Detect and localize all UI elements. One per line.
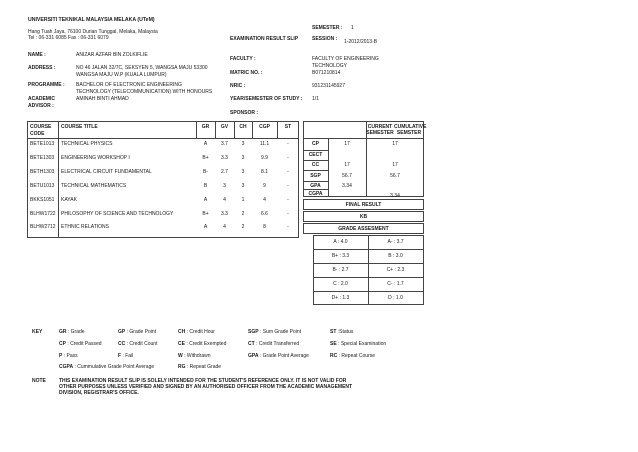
summary-label-cc: CC xyxy=(311,162,320,168)
course-grade: B- xyxy=(203,169,208,175)
course-grade: A xyxy=(203,197,208,203)
grade-scale-value: C- : 1.7 xyxy=(387,281,404,287)
grade-scale-cell xyxy=(368,263,423,277)
key-entry: CC : Credit Count xyxy=(118,341,158,347)
key-entry: SGP : Sum Grade Point xyxy=(248,329,302,335)
nric-label: NRIC : xyxy=(230,83,246,89)
course-gv: 3 xyxy=(223,183,226,189)
key-entry: GR : Grade xyxy=(59,329,85,335)
matric-label: MATRIC NO. : xyxy=(230,70,263,76)
summary-cumulative-cc: 17 xyxy=(392,162,398,168)
address-line-1: NO 46 JALAN 32/7C, SEKSYEN 5, WANGSA MAJU 53300 xyxy=(76,65,208,71)
faculty-label: FACULTY : xyxy=(230,56,256,62)
grade-scale-cell xyxy=(313,291,368,305)
course-title: TECHNICAL MATHEMATICS xyxy=(61,183,127,189)
course-gv: 4 xyxy=(223,224,226,230)
grade-scale-value: B+ : 3.3 xyxy=(331,253,350,259)
nric-value: 931231145927 xyxy=(312,83,345,89)
grade-scale-value: D : 1.0 xyxy=(388,295,403,301)
grade-scale-cell xyxy=(313,277,368,291)
grade-scale-value: B- : 2.7 xyxy=(332,267,349,273)
key-entry: GP : Grade Point xyxy=(118,329,157,335)
key-entry: CGPA : Cummulative Grade Point Average xyxy=(59,364,155,370)
programme-line-1: BACHELOR OF ELECTRONIC ENGINEERING xyxy=(76,82,182,88)
grade-scale-value: A : 4.0 xyxy=(333,239,348,245)
summary-label-cgpa: CGPA xyxy=(308,191,323,197)
key-entry: RG : Repeat Grade xyxy=(178,364,222,370)
course-grade: B xyxy=(203,183,208,189)
summary-current-sgp: 56.7 xyxy=(342,173,352,179)
course-cgp: 8.1 xyxy=(261,169,268,175)
course-status: - xyxy=(287,224,289,230)
university-contact: Tel : 06-331 6085 Fax : 06-331 6079 xyxy=(28,35,109,41)
course-code: BETH1303 xyxy=(30,169,55,175)
summary-current-cp: 17 xyxy=(344,141,350,147)
summary-cumulative-sgp: 56.7 xyxy=(390,173,400,179)
key-entry: RC : Repeat Course xyxy=(330,353,376,359)
header-code-2: CODE xyxy=(30,131,45,137)
course-ch: 2 xyxy=(241,211,245,217)
summary-table-divider xyxy=(303,160,328,161)
note-line-1: THIS EXAMINATION RESULT SLIP IS SOLELY INTENDED FOR THE STUDENT'S REFERENCE ONLY. IT IS NOT VALID FOR xyxy=(59,378,347,384)
course-gv: 3.7 xyxy=(221,141,228,147)
summary-table-divider xyxy=(303,138,424,139)
key-entry: F : Fail xyxy=(118,353,134,359)
address-label: ADDRESS : xyxy=(28,65,56,71)
advisor-value: AMINAH BINTI AHMAD xyxy=(76,96,129,102)
course-title: ENGINEERING WORKSHOP I xyxy=(61,155,130,161)
course-title: ELECTRICAL CIRCUIT FUNDAMENTAL xyxy=(61,169,152,175)
course-ch: 2 xyxy=(241,224,245,230)
programme-label: PROGRAMME : xyxy=(28,82,65,88)
summary-label-sgp: SGP xyxy=(310,173,321,179)
summary-label-cect: CECT xyxy=(308,152,323,158)
course-status: - xyxy=(287,211,289,217)
header-ch: CH xyxy=(239,124,247,130)
course-title: ETHNIC RELATIONS xyxy=(61,224,109,230)
course-status: - xyxy=(287,155,289,161)
slip-title: EXAMINATION RESULT SLIP xyxy=(230,36,299,42)
course-cgp: 9 xyxy=(263,183,266,189)
grade-scale-cell xyxy=(368,235,423,249)
course-cgp: 4 xyxy=(263,197,266,203)
matric-value: B071210814 xyxy=(312,70,341,76)
summary-table-divider xyxy=(303,170,328,171)
faculty-line-2: TECHNOLOGY xyxy=(312,63,348,69)
course-status: - xyxy=(287,141,289,147)
grade-scale-cell xyxy=(313,235,368,249)
advisor-label-2: ADVISOR : xyxy=(28,103,54,109)
address-line-2: WANGSA MAJU W.P (KUALA LUMPUR) xyxy=(76,72,167,78)
course-grade: B+ xyxy=(202,155,209,161)
course-ch: 1 xyxy=(241,197,245,203)
note-line-2: OTHER PURPOSES UNLESS VERIFIED AND SIGNED BY AN AUTHORISED OFFICER FROM THE ACADEMIC MANAGEMENT xyxy=(59,384,353,390)
course-status: - xyxy=(287,197,289,203)
course-title: TECHNICAL PHYSICS xyxy=(61,141,113,147)
advisor-label-1: ACADEMIC xyxy=(28,96,55,102)
key-entry: CP : Credit Passed xyxy=(59,341,102,347)
course-status: - xyxy=(287,183,289,189)
current-semester-header-2: SEMESTER xyxy=(366,130,394,136)
course-gv: 2.7 xyxy=(221,169,228,175)
semester-value: 1 xyxy=(351,25,354,31)
summary-cumulative-cgpa: 3.34 xyxy=(390,193,400,199)
final-result-label: FINAL RESULT xyxy=(345,202,382,208)
course-status: - xyxy=(287,169,289,175)
cumulative-semester-header-2: SEMSTER xyxy=(396,130,422,136)
grade-scale-value: A- : 3.7 xyxy=(387,239,404,245)
header-code-1: COURSE xyxy=(30,124,52,130)
name-label: NAME : xyxy=(28,52,46,58)
key-entry: ST :Status xyxy=(330,329,354,335)
course-cgp: 8 xyxy=(263,224,266,230)
course-code: BETU1013 xyxy=(30,183,55,189)
header-gv: GV xyxy=(220,124,229,130)
key-entry: CH : Credit Hour xyxy=(178,329,215,335)
grade-scale-cell xyxy=(368,277,423,291)
header-cgp: CGP xyxy=(259,124,270,130)
university-address: Hang Tuah Jaya, 76100 Durian Tunggal, Melaka, Malaysia xyxy=(28,29,158,35)
key-entry: W : Withdrawn xyxy=(178,353,211,359)
sponsor-label: SPONSOR : xyxy=(230,110,259,116)
session-value: 1-2012/2013-B xyxy=(344,39,378,45)
course-gv: 3.3 xyxy=(221,211,228,217)
name-value: ANIZAR AZFAR BIN ZOLKIFLIE xyxy=(76,52,148,58)
grade-scale-cell xyxy=(313,263,368,277)
grade-scale-value: B : 3.0 xyxy=(388,253,403,259)
final-result-value: KB xyxy=(359,214,368,220)
summary-table-divider xyxy=(303,181,328,182)
course-code: BETE1303 xyxy=(30,155,55,161)
current-semester-header-1: CURRENT xyxy=(367,124,393,130)
summary-label-cp: CP xyxy=(312,141,319,147)
course-cgp: 6.6 xyxy=(261,211,268,217)
key-entry: P : Pass xyxy=(59,353,78,359)
grade-scale-cell xyxy=(313,249,368,263)
course-code: BETE1013 xyxy=(30,141,55,147)
programme-line-2: TECHNOLOGY (TELECOMMUNICATION) WITH HONOURS xyxy=(76,89,213,95)
course-grade: A xyxy=(203,224,208,230)
course-code: BKKS1051 xyxy=(30,197,55,203)
course-grade: B+ xyxy=(202,211,209,217)
course-gv: 3.3 xyxy=(221,155,228,161)
key-entry: CE : Credit Exempted xyxy=(178,341,227,347)
course-ch: 3 xyxy=(241,155,245,161)
course-ch: 3 xyxy=(241,169,245,175)
grade-scale-value: C : 2.0 xyxy=(333,281,348,287)
cumulative-semester-header-1: CUMULATIVE xyxy=(394,124,427,130)
grade-scale-value: C+ : 2.3 xyxy=(386,267,405,273)
key-label: KEY xyxy=(32,329,43,335)
course-code: BLHW1722 xyxy=(30,211,56,217)
course-code: BLHW2712 xyxy=(30,224,56,230)
grade-scale-cell xyxy=(368,291,423,305)
course-title: PHILOSOPHY OF SCIENCE AND TECHNOLOGY xyxy=(61,211,174,217)
session-label: SESSION : xyxy=(312,36,338,42)
note-line-3: DIVISION, REGISTRAR'S OFFICE. xyxy=(59,390,139,396)
note-label: NOTE xyxy=(32,378,46,384)
course-ch: 3 xyxy=(241,141,245,147)
course-grade: A xyxy=(203,141,208,147)
grade-scale-value: D+ : 1.3 xyxy=(331,295,350,301)
table-row xyxy=(28,221,300,238)
faculty-line-1: FACULTY OF ENGINEERING xyxy=(312,56,379,62)
summary-current-cc: 17 xyxy=(344,162,350,168)
header-st: ST xyxy=(284,124,292,130)
key-entry: SE : Special Examination xyxy=(330,341,387,347)
year-label: YEAR/SEMESTER OF STUDY : xyxy=(230,96,303,102)
grade-assessment-label: GRADE ASSESMENT xyxy=(338,226,389,232)
course-title: KAYAK xyxy=(61,197,77,203)
header-title: COURSE TITLE xyxy=(61,124,98,130)
key-entry: CT : Credit Transferred xyxy=(248,341,300,347)
key-entry: GPA : Grade Point Average xyxy=(248,353,309,359)
header-gr: GR xyxy=(201,124,210,130)
summary-table-divider xyxy=(303,150,328,151)
university-name: UNIVERSITI TEKNIKAL MALAYSIA MELAKA (UTeM) xyxy=(28,17,155,23)
course-cgp: 9.9 xyxy=(261,155,268,161)
grade-scale-cell xyxy=(368,249,423,263)
course-ch: 3 xyxy=(241,183,245,189)
year-value: 1/1 xyxy=(312,96,319,102)
summary-label-gpa: GPA xyxy=(310,183,321,189)
summary-current-gpa: 3.34 xyxy=(342,183,352,189)
semester-label: SEMESTER : xyxy=(312,25,343,31)
course-gv: 4 xyxy=(223,197,226,203)
course-cgp: 11.1 xyxy=(259,141,270,147)
summary-cumulative-cp: 17 xyxy=(392,141,398,147)
